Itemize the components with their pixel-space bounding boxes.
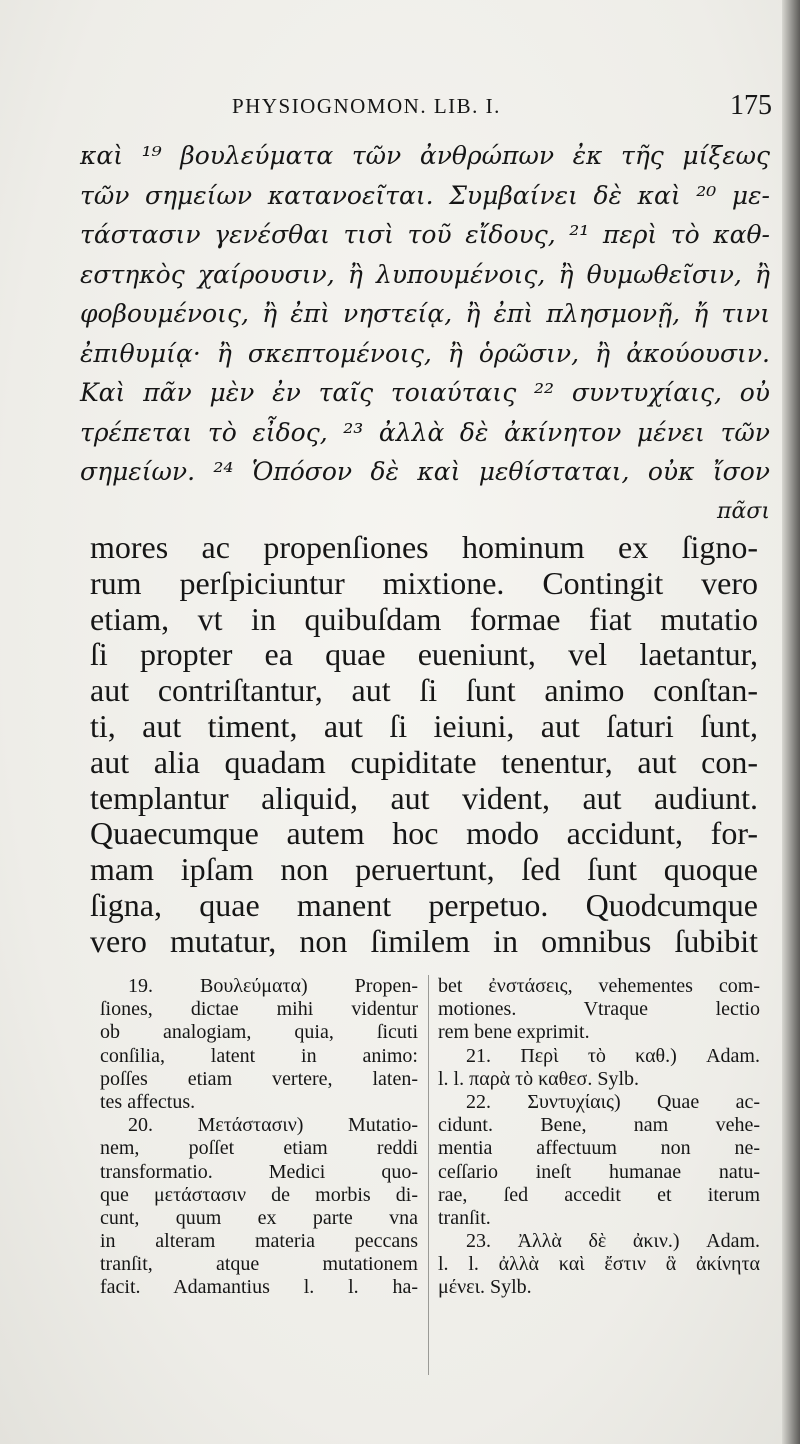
footnote-line: μένει. Sylb. — [438, 1276, 532, 1299]
footnote-line: rae, ſed accedit et iterum — [438, 1183, 760, 1206]
page-number: 175 — [730, 90, 772, 121]
running-header — [232, 90, 772, 126]
footnote-line: que μετάστασιν de morbis di- — [100, 1183, 418, 1206]
latin-line: templantur aliquid, aut vident, aut audiunt. — [90, 779, 758, 816]
footnote-line: nem, poſſet etiam reddi — [100, 1137, 418, 1160]
footnote-line: rem bene exprimit. — [438, 1021, 590, 1044]
latin-line: ti, aut timent, aut ſi ieiuni, aut ſaturi ſunt, — [90, 707, 758, 744]
footnote-line: 19. Βουλεύματα) Propen- — [128, 975, 418, 997]
footnote-line: 21. Περὶ τὸ καθ.) Adam. — [466, 1044, 760, 1067]
catchword: πᾶσι — [717, 498, 770, 524]
latin-line: rum perſpiciuntur mixtione. Contingit vero — [90, 564, 758, 601]
footnotes-left-column — [100, 975, 418, 1300]
footnote-line: transformatio. Medici quo- — [100, 1160, 418, 1183]
footnote-line: tes affectus. — [100, 1090, 196, 1113]
footnote-line: facit. Adamantius l. l. ha- — [100, 1276, 418, 1299]
footnote-line: 23. Ἀλλὰ δὲ ἀκιν.) Adam. — [466, 1230, 760, 1253]
latin-line: mam ipſam non peruertunt, ſed ſunt quoque — [90, 851, 758, 888]
greek-line: σημείων. ²⁴ Ὁπόσον δὲ καὶ μεθίσταται, οὐκ ἴσον — [80, 457, 770, 486]
latin-line: ſigna, quae manent perpetuo. Quodcumque — [90, 886, 758, 923]
footnote-line: ſiones, dictae mihi videntur — [100, 998, 418, 1021]
footnote-line: 22. Συντυχίαις) Quae ac- — [466, 1090, 760, 1113]
footnote-line: ob analogiam, quia, ſicuti — [100, 1021, 418, 1044]
greek-line: εστηκὸς χαίρουσιν, ἢ λυπουμένοις, ἢ θυμωθεῖσιν, ἢ — [80, 259, 770, 289]
running-title: PHYSIOGNOMON. LIB. I. — [232, 94, 501, 118]
latin-line: vero mutatur, non ſimilem in omnibus ſubibit — [90, 922, 758, 959]
latin-line: etiam, vt in quibuſdam formae fiat mutatio — [90, 600, 758, 637]
latin-line: aut alia quadam cupiditate tenentur, aut con- — [90, 743, 758, 780]
greek-line: ἐπιθυμίᾳ· ἢ σκεπτομένοις, ἢ ὁρῶσιν, ἢ ἀκούουσιν. — [80, 338, 770, 368]
latin-line: Quaecumque autem hoc modo accidunt, for- — [90, 815, 758, 852]
footnote-line: tranſit. — [438, 1206, 491, 1229]
greek-line: καὶ ¹⁹ βουλεύματα τῶν ἀνθρώπων ἐκ τῆς μίξεως — [80, 141, 770, 170]
footnote-line: l. l. ἀλλὰ καὶ ἔστιν ἃ ἀκίνητα — [438, 1253, 760, 1276]
footnote-line: tranſit, atque mutationem — [100, 1253, 418, 1276]
footnote-line: in alteram materia peccans — [100, 1230, 418, 1253]
footnote-line: ceſſario ineſt humanae natu- — [438, 1160, 760, 1183]
greek-line: φοβουμένοις, ἢ ἐπὶ νηστείᾳ, ἢ ἐπὶ πλησμονῇ, ἤ τινι — [80, 299, 770, 328]
latin-text-block — [90, 530, 758, 960]
column-divider — [428, 975, 429, 1375]
greek-text-block — [80, 136, 770, 531]
footnote-line: bet ἐνστάσεις, vehementes com- — [438, 975, 760, 997]
footnote-line: 20. Μετάστασιν) Mutatio- — [128, 1114, 418, 1137]
footnotes-right-column — [438, 975, 760, 1300]
footnote-line: mentia affectuum non ne- — [438, 1137, 760, 1160]
footnote-line: cidunt. Bene, nam vehe- — [438, 1114, 760, 1137]
footnote-line: poſſes etiam vertere, laten- — [100, 1067, 418, 1090]
latin-line: ſi propter ea quae eueniunt, vel laetantur, — [90, 636, 758, 673]
latin-line: mores ac propenſiones hominum ex ſigno- — [90, 529, 758, 565]
latin-line: aut contriſtantur, aut ſi ſunt animo conſtan- — [90, 672, 758, 709]
footnote-line: conſilia, latent in animo: — [100, 1044, 418, 1067]
greek-line: τάστασιν γενέσθαι τισὶ τοῦ εἴδους, ²¹ περὶ τὸ καθ- — [80, 220, 770, 249]
greek-line: Καὶ πᾶν μὲν ἐν ταῖς τοιαύταις ²² συντυχίαις, οὐ — [80, 378, 770, 407]
page-edge-shadow — [782, 0, 800, 1444]
footnote-line: motiones. Vtraque lectio — [438, 998, 760, 1021]
greek-line: τῶν σημείων κατανοεῖται. Συμβαίνει δὲ καὶ ²⁰ με- — [80, 180, 770, 210]
footnote-line: l. l. παρὰ τὸ καθεσ. Sylb. — [438, 1067, 640, 1090]
greek-line: τρέπεται τὸ εἶδος, ²³ ἀλλὰ δὲ ἀκίνητον μένει τῶν — [80, 417, 770, 447]
footnote-line: cunt, quum ex parte vna — [100, 1206, 418, 1229]
